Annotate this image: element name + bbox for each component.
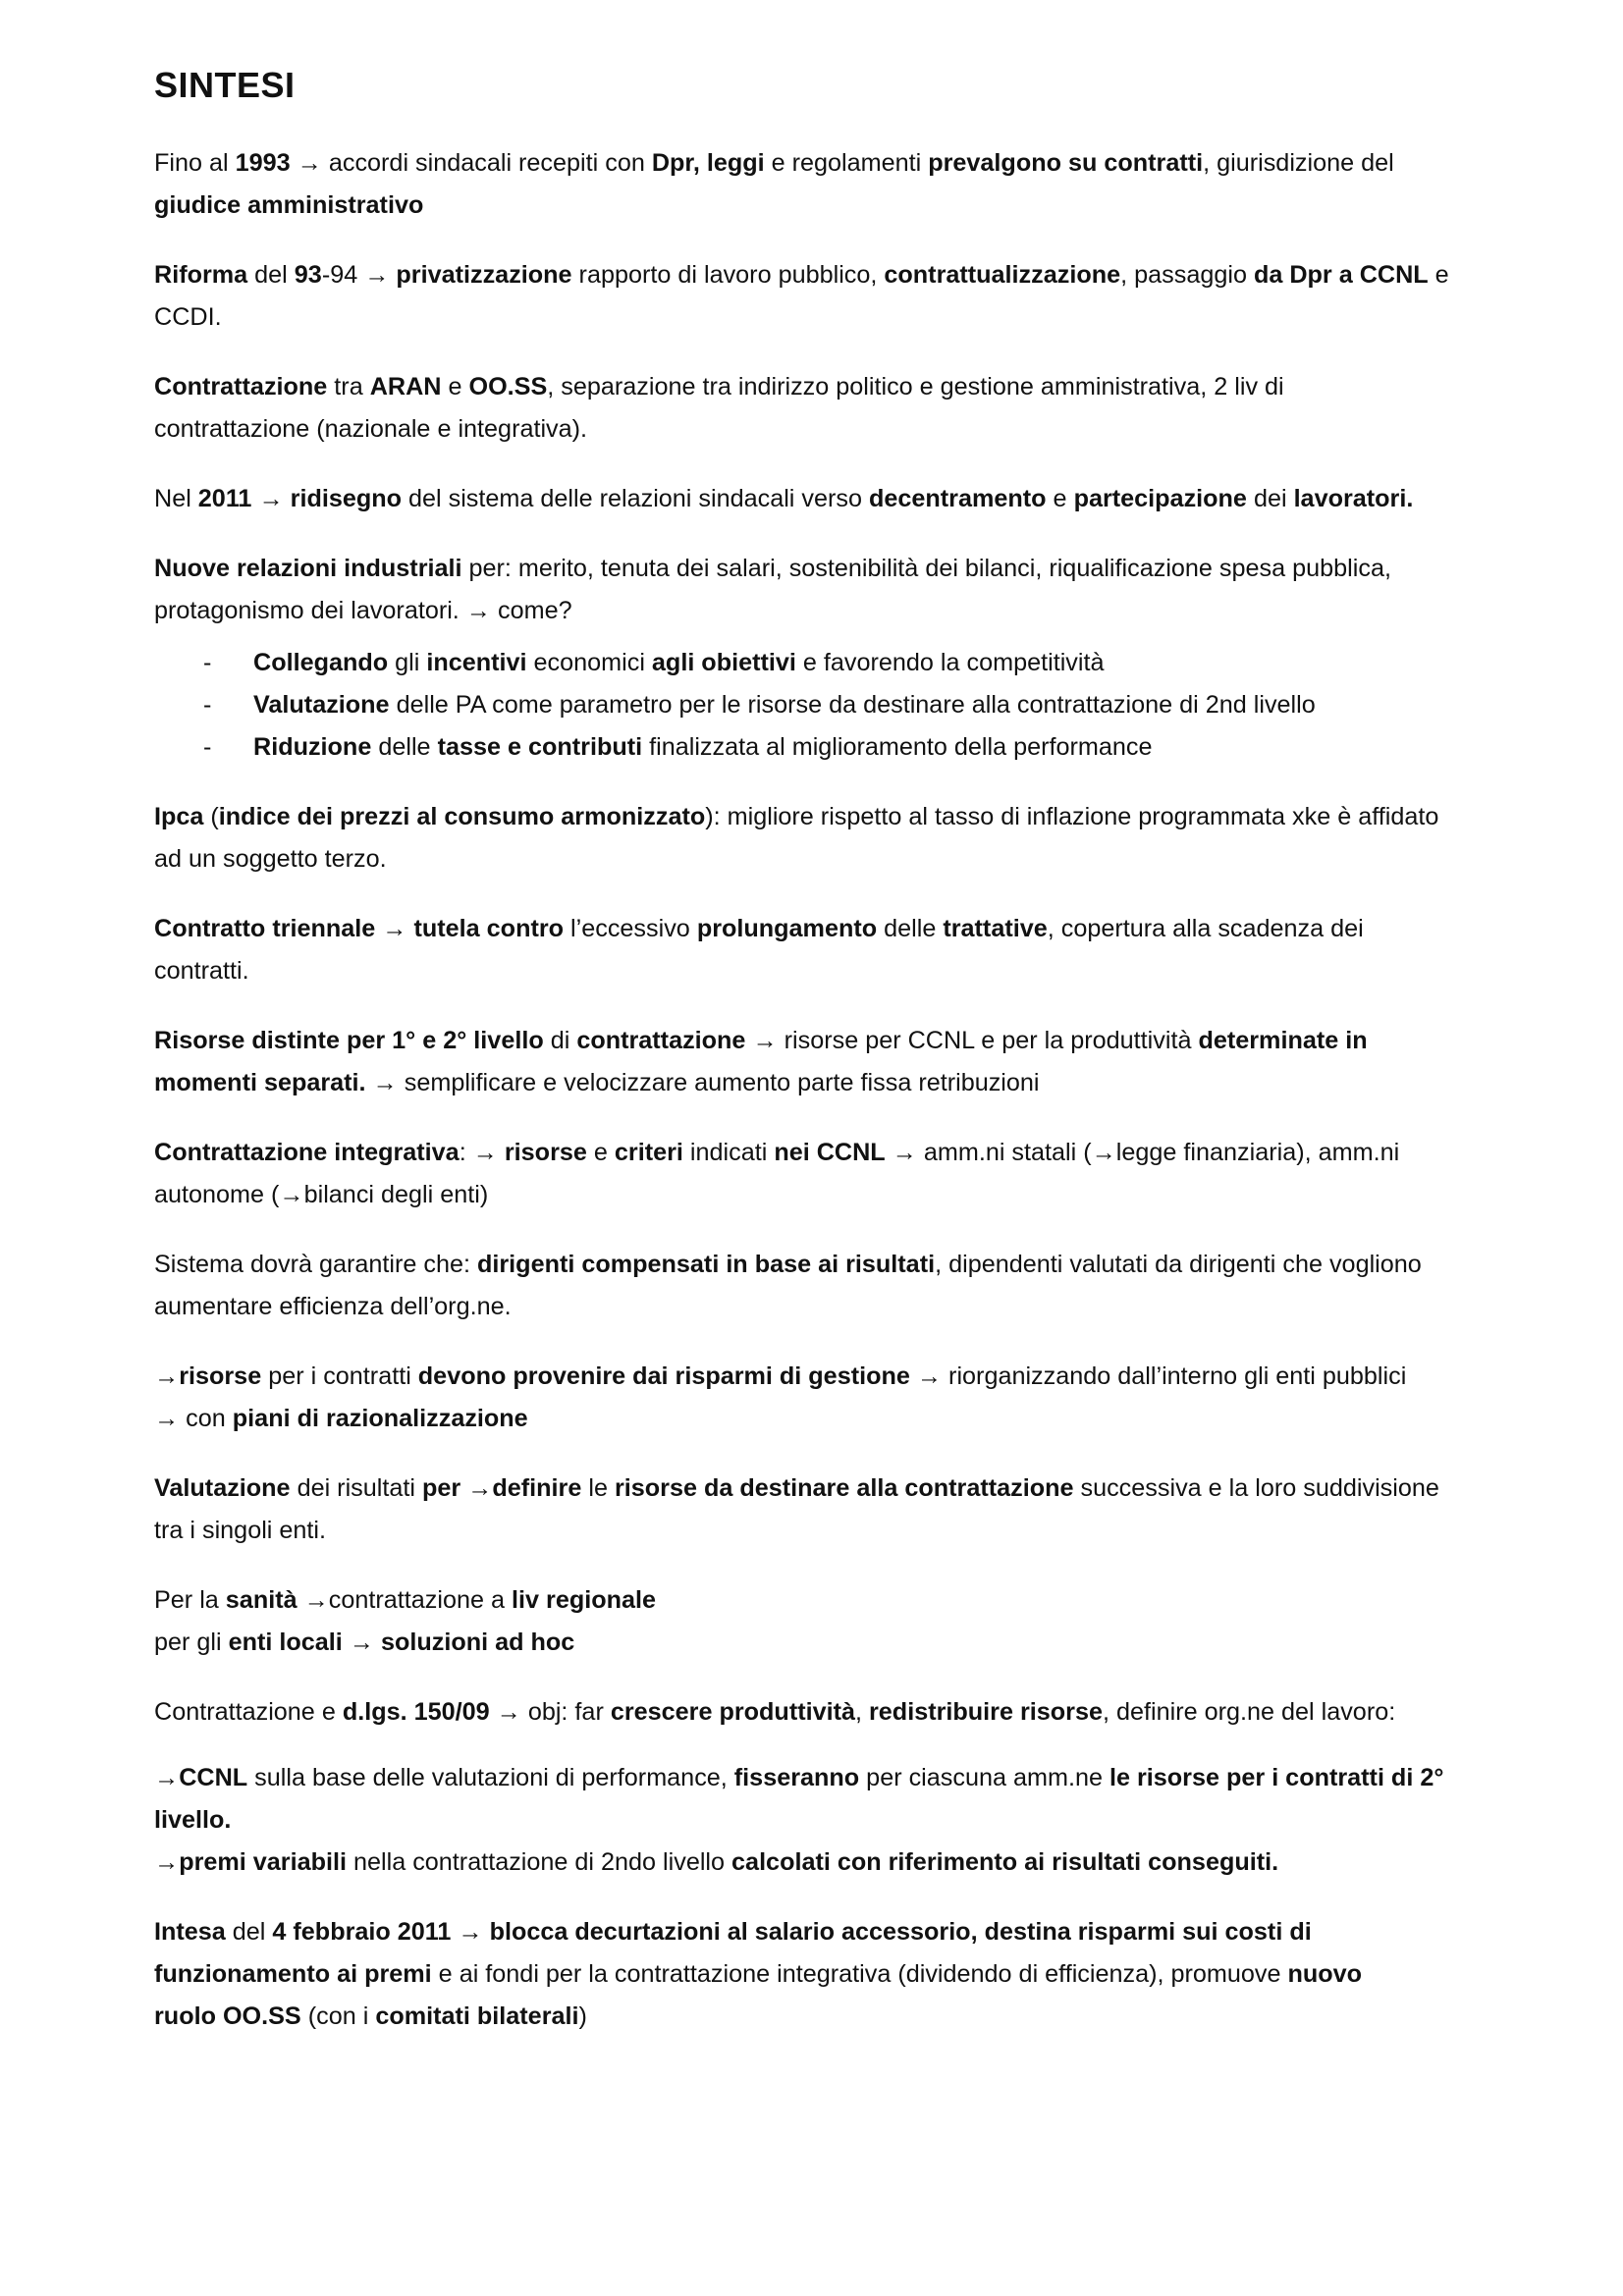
paragraph [154,142,1568,227]
text-run: e regolamenti [764,149,929,177]
bold-text-run: determinate in [1198,1027,1368,1054]
bullet-dash: - [203,733,212,761]
bold-text-run: Contrattazione [154,373,328,400]
bold-text-run: redistribuire risorse [869,1698,1103,1726]
text-line [154,1996,1568,2038]
bold-text-run: d.lgs. 150/09 [342,1698,490,1726]
text-run: delle [371,733,438,761]
text-run: → [342,1629,381,1656]
bold-text-run: criteri [614,1139,683,1166]
text-line [154,1842,1568,1884]
text-run: aumentare efficienza dell’org.ne. [154,1293,512,1320]
text-run: → riorganizzando dall’interno gli enti pubblici [909,1362,1407,1390]
text-run: → semplificare e velocizzare aumento parte fissa retribuzioni [365,1069,1040,1096]
text-line [154,1062,1568,1104]
bold-text-run: Valutazione [154,1474,291,1502]
text-run: e [586,1139,615,1166]
text-line [154,1020,1568,1062]
text-line [154,548,1568,590]
text-run: delle [877,915,944,942]
text-run: → [154,1764,180,1791]
bold-text-run: ridisegno [290,485,402,512]
text-line [154,1468,1568,1510]
bold-text-run: Dpr, leggi [651,149,765,177]
bold-text-run: 4 febbraio 2011 [272,1918,452,1946]
paragraph [154,908,1568,992]
paragraph [154,254,1568,339]
text-line [154,838,1568,881]
paragraph [154,1757,1568,1884]
bold-text-run: risorse [179,1362,262,1390]
bullet-list [154,642,1568,769]
text-run: sulla base delle valutazioni di performance, [247,1764,734,1791]
text-run: autonome (→bilanci degli enti) [154,1181,489,1208]
text-run: → obj: far [489,1698,611,1726]
text-line [154,296,1568,339]
text-run: e [1428,261,1449,289]
text-line [154,478,1568,520]
bold-text-run: decentramento [869,485,1047,512]
bold-text-run: nuovo [1287,1960,1363,1988]
bold-text-run: fisseranno [733,1764,860,1791]
bold-text-run: 93 [294,261,322,289]
text-run: di [543,1027,577,1054]
text-line [154,1510,1568,1552]
paragraph [154,366,1568,451]
bold-text-run: Riforma [154,261,248,289]
bullet-item [154,684,1568,726]
bold-text-run: prevalgono su contratti [928,149,1204,177]
bold-text-run: Ipca [154,803,204,830]
bold-text-run: enti locali [228,1629,343,1656]
text-line [154,254,1568,296]
text-line [154,1799,1568,1842]
bold-text-run: Collegando [253,649,389,676]
text-run: economici [526,649,652,676]
bold-text-run: definire [492,1474,582,1502]
text-line [154,1132,1568,1174]
paragraph [154,1691,1568,1734]
text-line [154,1356,1568,1398]
text-run: : → [459,1139,505,1166]
text-run: → [154,1848,180,1876]
text-run: e [441,373,469,400]
text-run: gli [388,649,427,676]
text-run: , giurisdizione del [1203,149,1394,177]
bold-text-run: comitati bilaterali [375,2002,579,2030]
text-run: per: merito, tenuta dei salari, sostenibilità dei bilanci, riqualificazione spesa pubblica, [461,555,1391,582]
paragraph [154,478,1568,520]
bold-text-run: Riduzione [253,733,372,761]
text-line [154,1911,1568,1953]
text-run: ad un soggetto terzo. [154,845,387,873]
text-run: del [225,1918,273,1946]
text-run: contratti. [154,957,249,985]
text-run: per i contratti [261,1362,418,1390]
text-run: (con i [300,2002,376,2030]
text-line [154,1691,1568,1734]
text-run: CCDI. [154,303,222,331]
bold-text-run: ruolo OO.SS [154,2002,301,2030]
text-run: -94 → [321,261,397,289]
bold-text-run: Contrattazione integrativa [154,1139,460,1166]
text-line [154,1622,1568,1664]
text-run: Contrattazione e [154,1698,343,1726]
bold-text-run: momenti separati. [154,1069,366,1096]
bullet-dash: - [203,691,212,719]
text-line [154,1244,1568,1286]
text-run: →contrattazione a [297,1586,513,1614]
bold-text-run: livello. [154,1806,232,1834]
bold-text-run: agli obiettivi [651,649,796,676]
bold-text-run: soluzioni ad hoc [380,1629,575,1656]
bold-text-run: devono provenire dai risparmi di gestione [417,1362,910,1390]
bold-text-run: prolungamento [696,915,878,942]
bold-text-run: 2011 [197,485,252,512]
text-run: rapporto di lavoro pubblico, [571,261,885,289]
bold-text-run: da Dpr a CCNL [1253,261,1429,289]
text-line [154,1953,1568,1996]
text-run: Fino al [154,149,236,177]
text-run: Per la [154,1586,226,1614]
text-line [154,1757,1568,1799]
paragraph [154,1020,1568,1104]
text-run: indicati [682,1139,775,1166]
text-run: delle PA come parametro per le risorse da destinare alla contrattazione di 2nd livello [389,691,1316,719]
document-body [154,142,1568,2065]
paragraph [154,548,1568,632]
text-run: Nel [154,485,198,512]
bold-text-run: sanità [225,1586,298,1614]
text-line [154,1174,1568,1216]
text-run: nella contrattazione di 2ndo livello [346,1848,732,1876]
bold-text-run: piani di razionalizzazione [232,1405,528,1432]
text-run: per gli [154,1629,229,1656]
paragraph [154,1468,1568,1552]
text-run: → [375,915,414,942]
text-run: tra [327,373,370,400]
text-run: → [460,1474,493,1502]
paragraph [154,1356,1568,1440]
text-run: del sistema delle relazioni sindacali verso [402,485,869,512]
text-run: del [247,261,295,289]
text-line [154,142,1568,185]
bold-text-run: OO.SS [468,373,548,400]
bullet-item [154,726,1568,769]
text-run: e [1046,485,1074,512]
bold-text-run: 1993 [235,149,291,177]
bold-text-run: Nuove relazioni industriali [154,555,462,582]
text-line [154,796,1568,838]
bold-text-run: funzionamento ai premi [154,1960,432,1988]
paragraph [154,1244,1568,1328]
paragraph [154,1579,1568,1664]
text-line [154,1286,1568,1328]
bold-text-run: trattative [943,915,1048,942]
text-run: l’eccessivo [564,915,697,942]
bold-text-run: per [421,1474,461,1502]
bold-text-run: ARAN [369,373,442,400]
bold-text-run: crescere produttività [610,1698,855,1726]
text-run: , separazione tra indirizzo politico e gestione amministrativa, 2 liv di [547,373,1284,400]
bold-text-run: blocca decurtazioni al salario accessorio, destina risparmi sui costi di [489,1918,1312,1946]
text-run: successiva e la loro suddivisione [1073,1474,1439,1502]
bold-text-run: dirigenti compensati in base ai risultati [477,1251,936,1278]
paragraph [154,1132,1568,1216]
bold-text-run: Risorse distinte per 1° e 2° livello [154,1027,544,1054]
bold-text-run: Contratto triennale [154,915,376,942]
text-line [154,950,1568,992]
bold-text-run: indice dei prezzi al consumo armonizzato [218,803,706,830]
text-line [154,366,1568,408]
bold-text-run: tasse e contributi [437,733,643,761]
text-run: le [581,1474,615,1502]
text-run: Sistema dovrà garantire che: [154,1251,477,1278]
bold-text-run: giudice amministrativo [154,191,424,219]
bold-text-run: tutela contro [413,915,565,942]
text-run: ): migliore rispetto al tasso di inflazione programmata xke è affidato [705,803,1439,830]
bold-text-run: calcolati con riferimento ai risultati conseguiti. [731,1848,1279,1876]
text-run: dei [1246,485,1294,512]
bold-text-run: risorse [504,1139,587,1166]
text-line [154,1398,1568,1440]
text-run: , definire org.ne del lavoro: [1102,1698,1396,1726]
bullet-dash: - [203,649,212,676]
text-run: → risorse per CCNL e per la produttività [745,1027,1199,1054]
text-run: → con [154,1405,233,1432]
text-run: ) [578,2002,587,2030]
bold-text-run: nei CCNL [774,1139,886,1166]
text-run: , [855,1698,869,1726]
text-run: , copertura alla scadenza dei [1047,915,1364,942]
bold-text-run: incentivi [426,649,527,676]
text-run: → accordi sindacali recepiti con [290,149,652,177]
text-run: e ai fondi per la contrattazione integrativa (dividendo di efficienza), promuove [431,1960,1288,1988]
text-run: → [451,1918,490,1946]
text-run: per ciascuna amm.ne [859,1764,1109,1791]
text-run: → [251,485,291,512]
bold-text-run: risorse da destinare alla contrattazione [614,1474,1074,1502]
bold-text-run: lavoratori. [1293,485,1414,512]
text-line [154,1579,1568,1622]
bold-text-run: contrattualizzazione [884,261,1121,289]
paragraph [154,1911,1568,2038]
text-run: , passaggio [1120,261,1254,289]
bold-text-run: partecipazione [1073,485,1247,512]
text-run: contrattazione (nazionale e integrativa). [154,415,588,443]
text-run: → amm.ni statali (→legge finanziaria), amm.ni [885,1139,1400,1166]
bold-text-run: privatizzazione [396,261,572,289]
text-line [154,185,1568,227]
bold-text-run: premi variabili [179,1848,347,1876]
text-run: protagonismo dei lavoratori. → come? [154,597,572,624]
text-run: → [154,1362,180,1390]
bold-text-run: liv regionale [512,1586,656,1614]
text-run: , dipendenti valutati da dirigenti che vogliono [935,1251,1422,1278]
bold-text-run: CCNL [179,1764,248,1791]
text-line [154,408,1568,451]
text-run: ( [203,803,219,830]
bold-text-run: contrattazione [576,1027,746,1054]
text-line [154,908,1568,950]
paragraph [154,796,1568,881]
bold-text-run: le risorse per i contratti di 2° [1109,1764,1444,1791]
page-title: SINTESI [154,65,296,105]
bold-text-run: Intesa [154,1918,226,1946]
text-run: dei risultati [290,1474,422,1502]
text-run: finalizzata al miglioramento della performance [642,733,1153,761]
bullet-item [154,642,1568,684]
text-run: tra i singoli enti. [154,1517,326,1544]
text-line [154,590,1568,632]
bold-text-run: Valutazione [253,691,390,719]
text-run: e favorendo la competitività [795,649,1105,676]
